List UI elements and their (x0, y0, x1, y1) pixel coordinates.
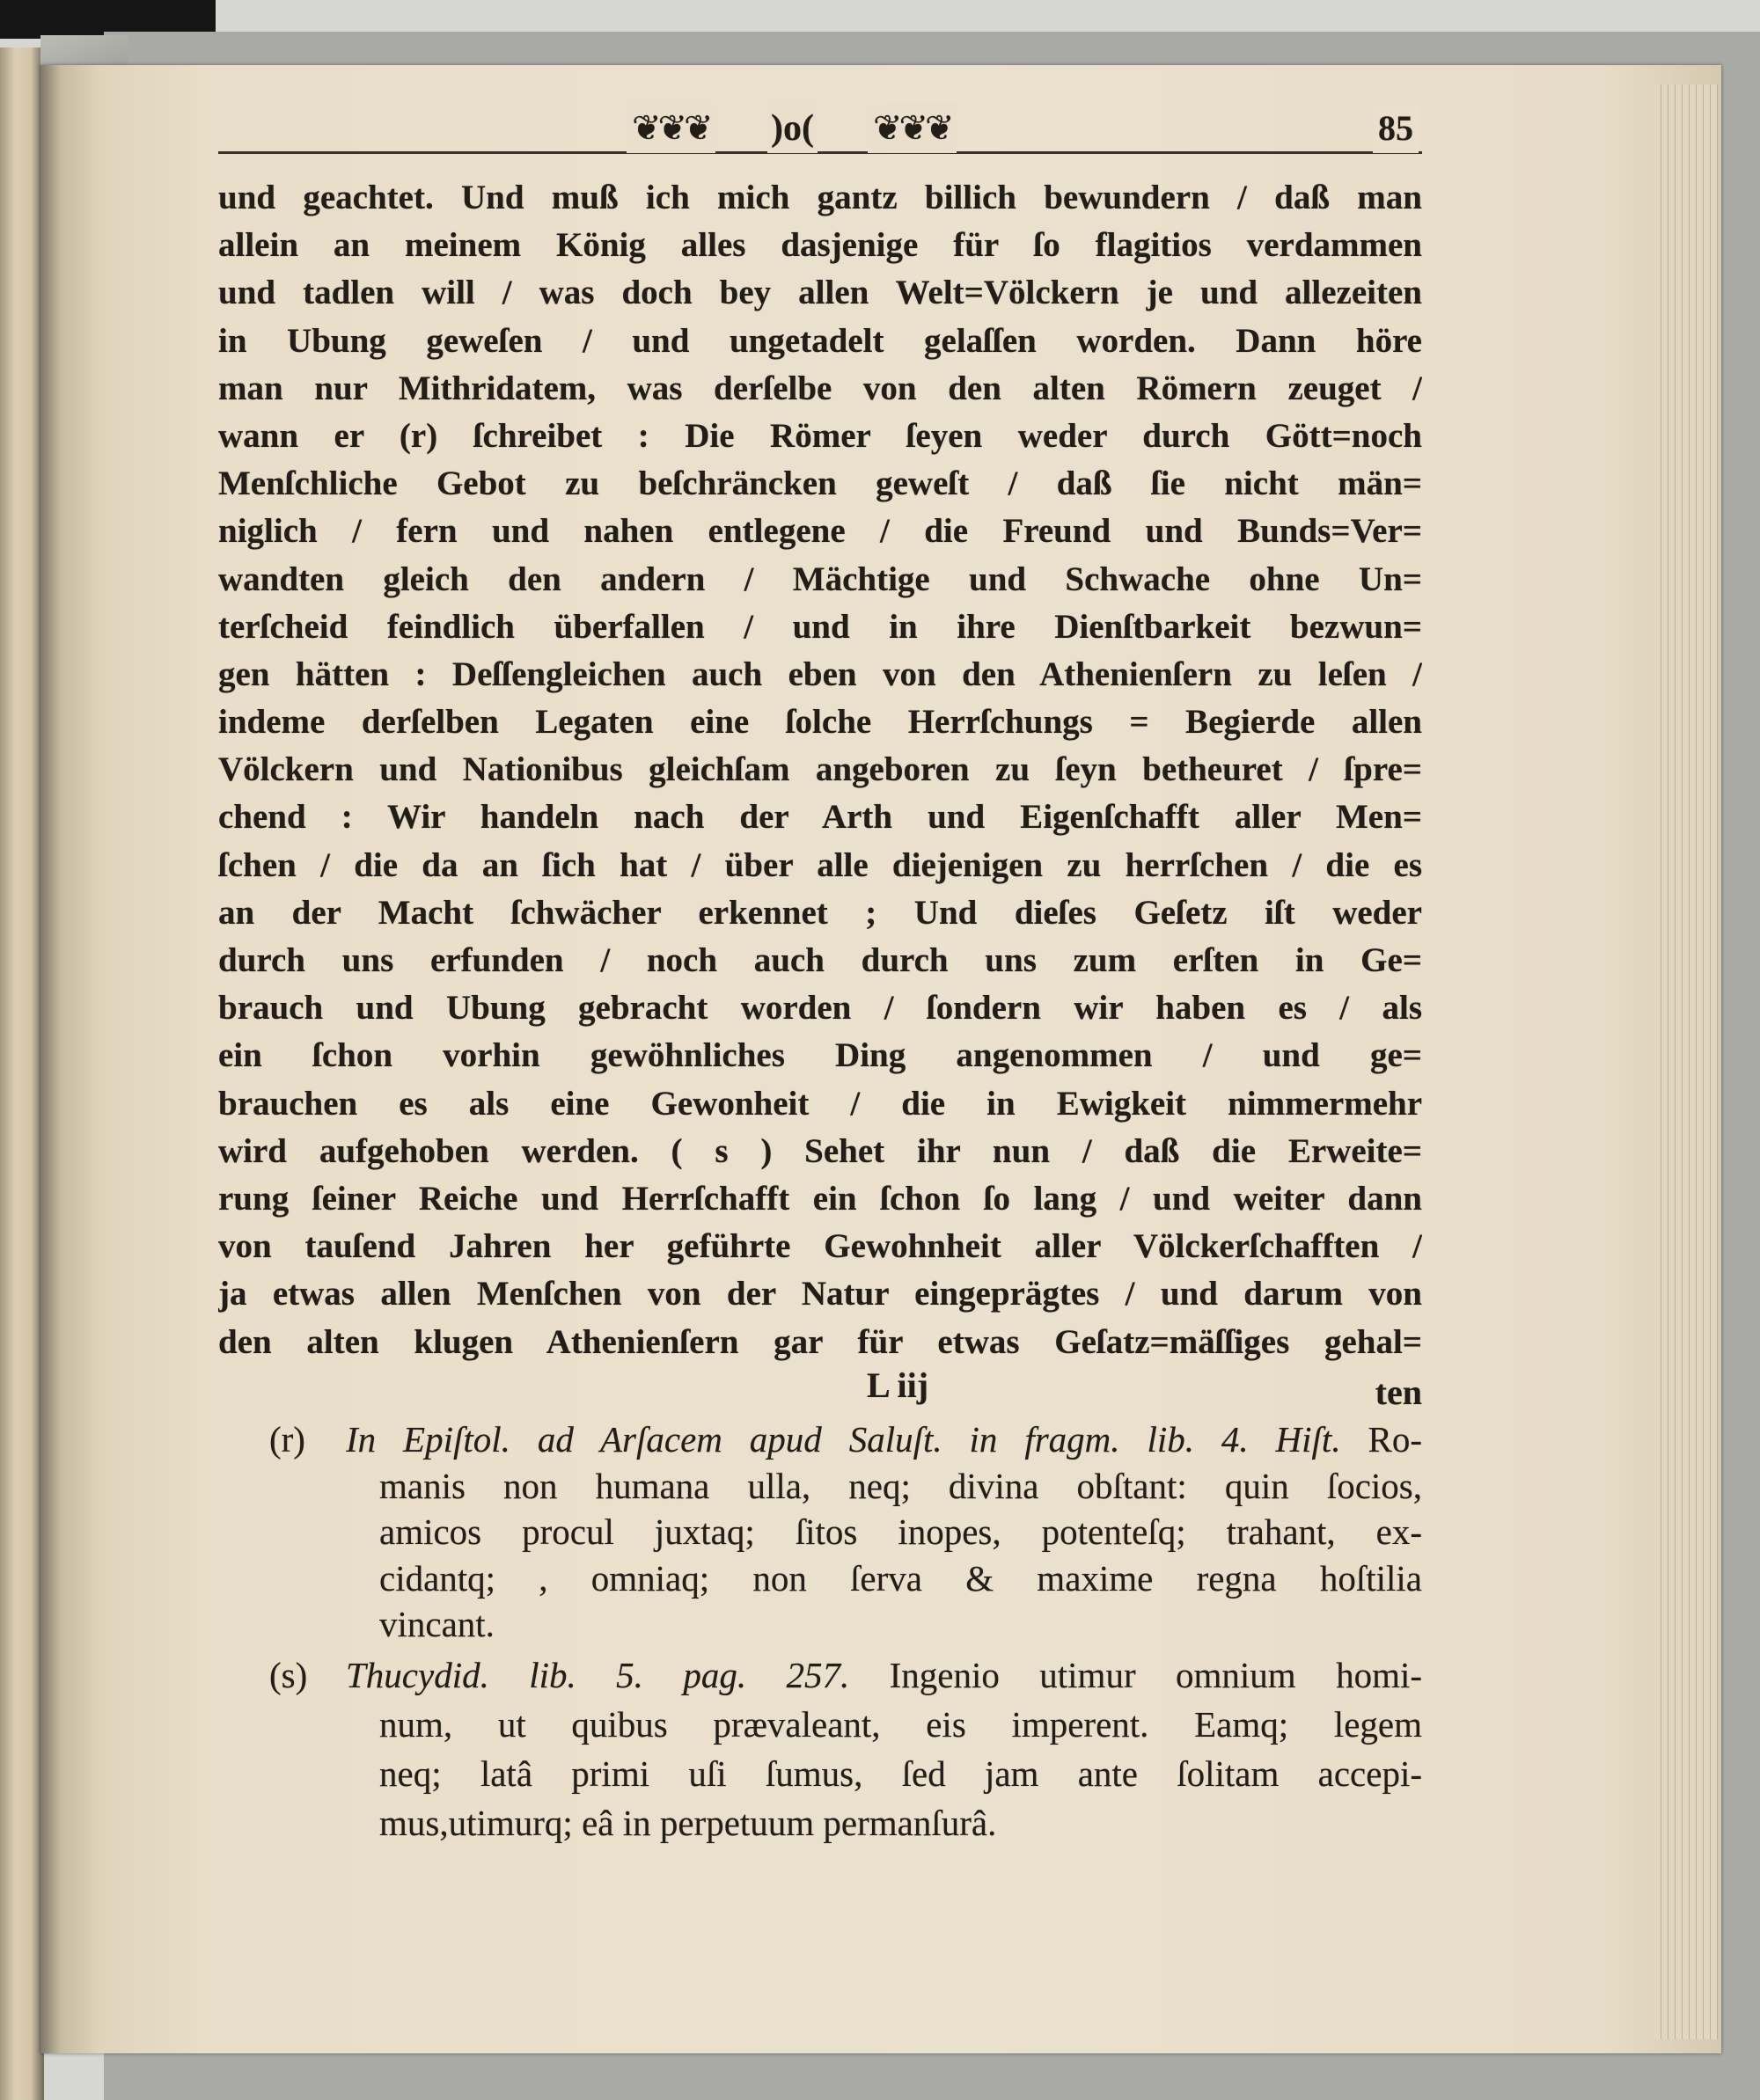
text-line: und tadlen will / was doch bey allen Welt=Völckern je und allezeiten (218, 274, 1422, 312)
text-line: ſchen / die da an ſich hat / über alle diejenigen zu herrſchen / die es (218, 845, 1422, 884)
footnote-r (346, 1416, 1422, 1648)
header-center-mark: )o( (767, 104, 818, 153)
text-line: Menſchliche Gebot zu beſchräncken geweſt / daß ſie nicht män= (218, 465, 1422, 503)
text-line: an der Macht ſchwächer erkennet ; Und dieſes Geſetz iſt weder (218, 893, 1422, 932)
footnote-marker-s: (s) (269, 1655, 308, 1695)
footnote-citation: In Epiſtol. ad Arſacem apud Saluſt. in fragm. lib. 4. Hiſt. (346, 1419, 1341, 1460)
footnote-line (346, 1416, 1422, 1463)
text-line: brauchen es als eine Gewonheit / die in Ewigkeit nimmermehr (218, 1084, 1422, 1123)
text-line: ein ſchon vorhin gewöhnliches Ding angenommen / und ge= (218, 1036, 1422, 1075)
text-line: allein an meinem König alles dasjenige für ſo flagitios verdammen (218, 226, 1422, 265)
body-text (218, 174, 1422, 1366)
page-block-edges (1654, 84, 1718, 2039)
text-line: und geachtet. Und muß ich mich gantz billich bewundern / daß man (218, 179, 1422, 216)
text-line: indeme derſelben Legaten eine ſolche Herrſchungs = Begierde allen (218, 703, 1422, 742)
text-line: chend : Wir handeln nach der Arth und Eigenſchafft aller Men= (218, 798, 1422, 837)
fleuron-ornament-icon: ❦❦❦ (627, 104, 715, 153)
footnote-text: Ro- (1368, 1419, 1422, 1460)
text-line: in Ubung geweſen / und ungetadelt gelaſſen worden. Dann höre (218, 321, 1422, 360)
text-line: gen hätten : Deſſengleichen auch eben von den Athenienſern zu leſen / (218, 655, 1422, 693)
text-line: rung ſeiner Reiche und Herrſchafft ein ſchon ſo lang / und weiter dann (218, 1179, 1422, 1218)
text-line: von tauſend Jahren her geführte Gewohnheit aller Völckerſchafften / (218, 1227, 1422, 1266)
text-line: terſcheid feindlich überfallen / und in ihre Dienſtbarkeit bezwun= (218, 607, 1422, 646)
footnote-s (346, 1650, 1422, 1848)
text-line: wird aufgehoben werden. ( s ) Sehet ihr nun / daß die Erweite= (218, 1131, 1422, 1170)
footnote-line: neq; latâ primi uſi ſumus, ſed jam ante ſolitam accepi- (379, 1753, 1422, 1794)
text-line: brauch und Ubung gebracht worden / ſondern wir haben es / als (218, 989, 1422, 1028)
footnote-line: mus,utimurq; eâ in perpetuum permanſurâ. (379, 1803, 997, 1843)
text-line: wandten gleich den andern / Mächtige und Schwache ohne Un= (218, 560, 1422, 598)
text-line: durch uns erfunden / noch auch durch uns zum erſten in Ge= (218, 941, 1422, 979)
text-line: Völckern und Nationibus gleichſam angeboren zu ſeyn betheuret / ſpre= (218, 750, 1422, 789)
text-line: man nur Mithridatem, was derſelbe von den alten Römern zeuget / (218, 369, 1422, 407)
text-line: niglich / fern und nahen entlegene / die Freund und Bunds=Ver= (218, 512, 1422, 551)
fleuron-ornament-icon: ❦❦❦ (868, 104, 957, 153)
footnote-line: manis non humana ulla, neq; divina obſtant: quin ſocios, (379, 1465, 1422, 1506)
header-rule (218, 151, 1422, 154)
footnote-line: num, ut quibus prævaleant, eis imperent. Eamq; legem (379, 1704, 1422, 1745)
footnote-line: amicos procul juxtaq; ſitos inopes, potenteſq; trahant, ex- (379, 1511, 1422, 1552)
footnote-marker-r: (r) (269, 1419, 305, 1460)
text-line: wann er (r) ſchreibet : Die Römer ſeyen weder durch Gött=noch (218, 416, 1422, 455)
page-number: 85 (1373, 104, 1419, 153)
footnote-citation: Thucydid. lib. 5. pag. 257. (346, 1655, 850, 1695)
text-line: ja etwas allen Menſchen von der Natur eingeprägtes / und darum von (218, 1275, 1422, 1313)
signature-mark: L iij (867, 1365, 929, 1405)
text-line: den alten klugen Athenienſern gar für etwas Geſatz=mäſſiges gehal= (218, 1322, 1422, 1361)
footnote-line (346, 1650, 1422, 1700)
footnote-text: Ingenio utimur omnium homi- (889, 1655, 1422, 1695)
catchword: ten (1375, 1372, 1422, 1412)
footnote-line: vincant. (379, 1604, 495, 1644)
facing-page-edge (0, 48, 44, 2100)
footnote-line: cidantq; , omniaq; non ſerva & maxime regna hoſtilia (379, 1557, 1422, 1599)
